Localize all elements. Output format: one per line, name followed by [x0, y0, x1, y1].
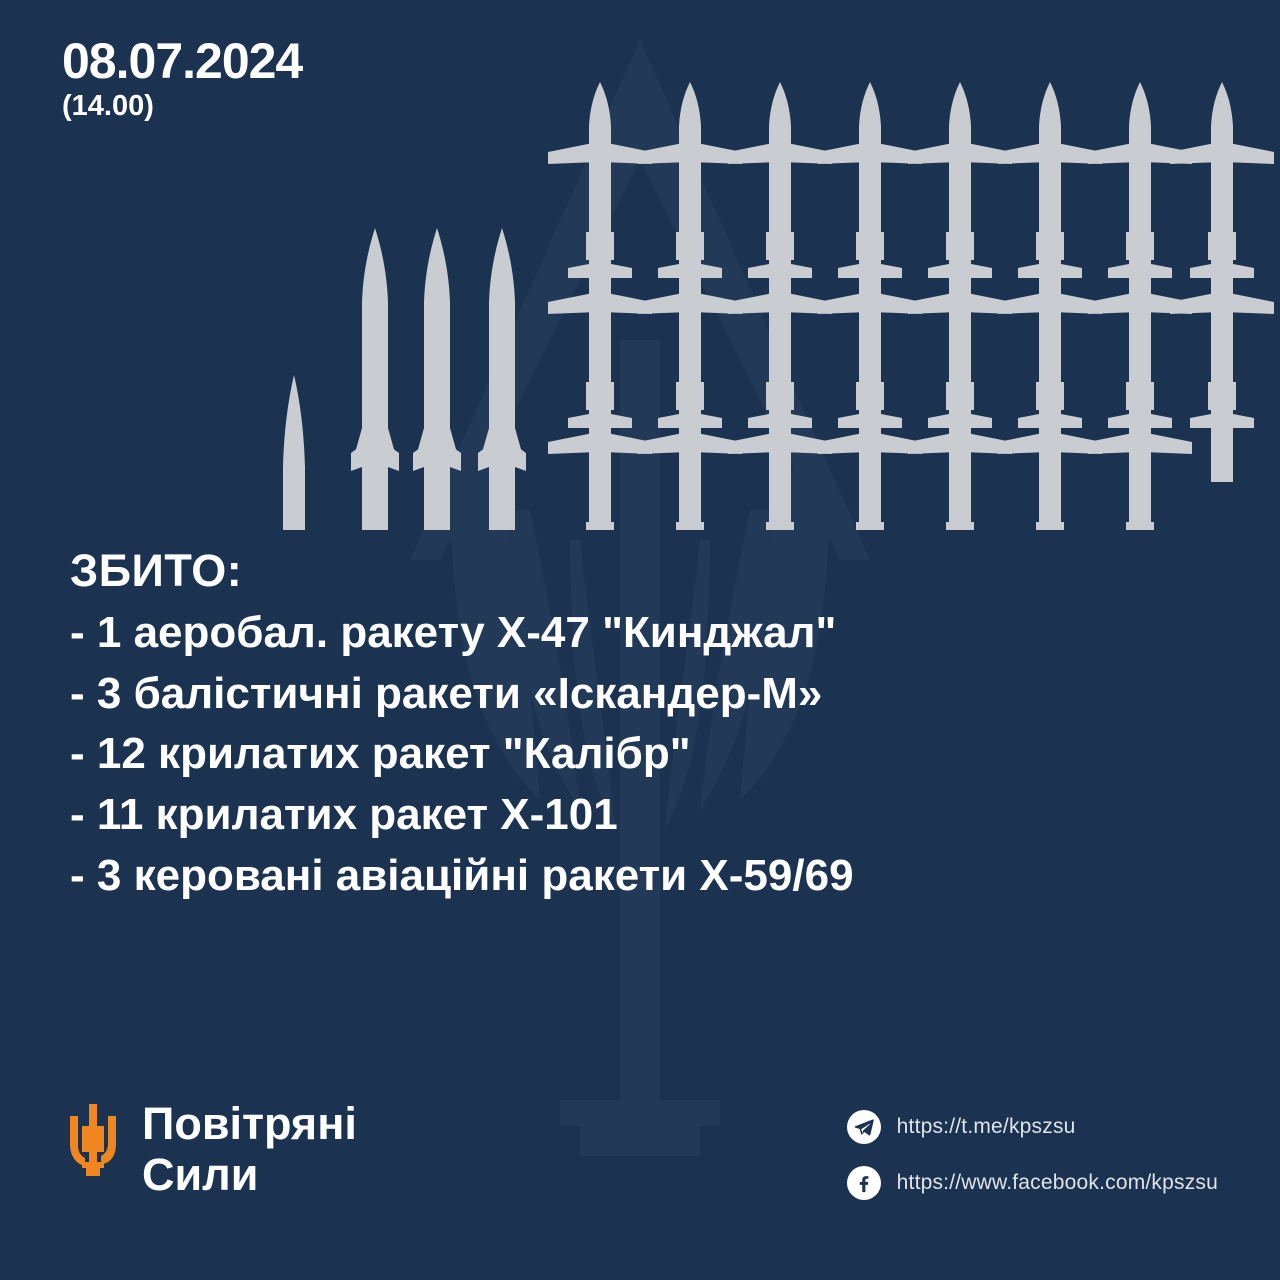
kinzhal-missile [276, 375, 312, 530]
list-item: - 12 крилатих ракет "Калібр" [70, 729, 691, 779]
brand-line-1: Повітряні [142, 1098, 357, 1149]
shot-down-list [70, 545, 1250, 907]
list-title: ЗБИТО: [70, 545, 243, 596]
missile-icon-field [0, 60, 1280, 530]
social-links [847, 1110, 1218, 1222]
trident-icon [70, 1104, 116, 1176]
facebook-icon [847, 1166, 881, 1200]
cruise-missile-row-3 [548, 372, 1192, 530]
telegram-url[interactable]: https://t.me/kpszsu [896, 1115, 1076, 1138]
facebook-url[interactable]: https://www.facebook.com/kpszsu [896, 1171, 1218, 1194]
guided-aviation-missile-row [351, 375, 526, 530]
date-block [62, 33, 303, 122]
telegram-icon [847, 1110, 881, 1144]
brand-line-2: Сили [142, 1149, 259, 1201]
list-item: - 3 балістичні ракети «Іскандер-М» [70, 668, 823, 718]
brand-block [70, 1098, 357, 1201]
footer [0, 1080, 1280, 1280]
telegram-link[interactable] [847, 1110, 1218, 1144]
time-text: (14.00) [62, 90, 154, 122]
list-item: - 3 керовані авіаційні ракети Х-59/69 [70, 850, 854, 900]
facebook-link[interactable] [847, 1166, 1218, 1200]
brand-name [142, 1098, 357, 1201]
date-text: 08.07.2024 [62, 33, 303, 89]
missile-icons-svg [0, 60, 1280, 530]
cruise-missile-row-1 [548, 82, 1274, 332]
list-item: - 1 аеробал. ракету Х-47 "Кинджал" [70, 608, 837, 657]
list-item: - 11 крилатих ракет Х-101 [70, 790, 618, 840]
